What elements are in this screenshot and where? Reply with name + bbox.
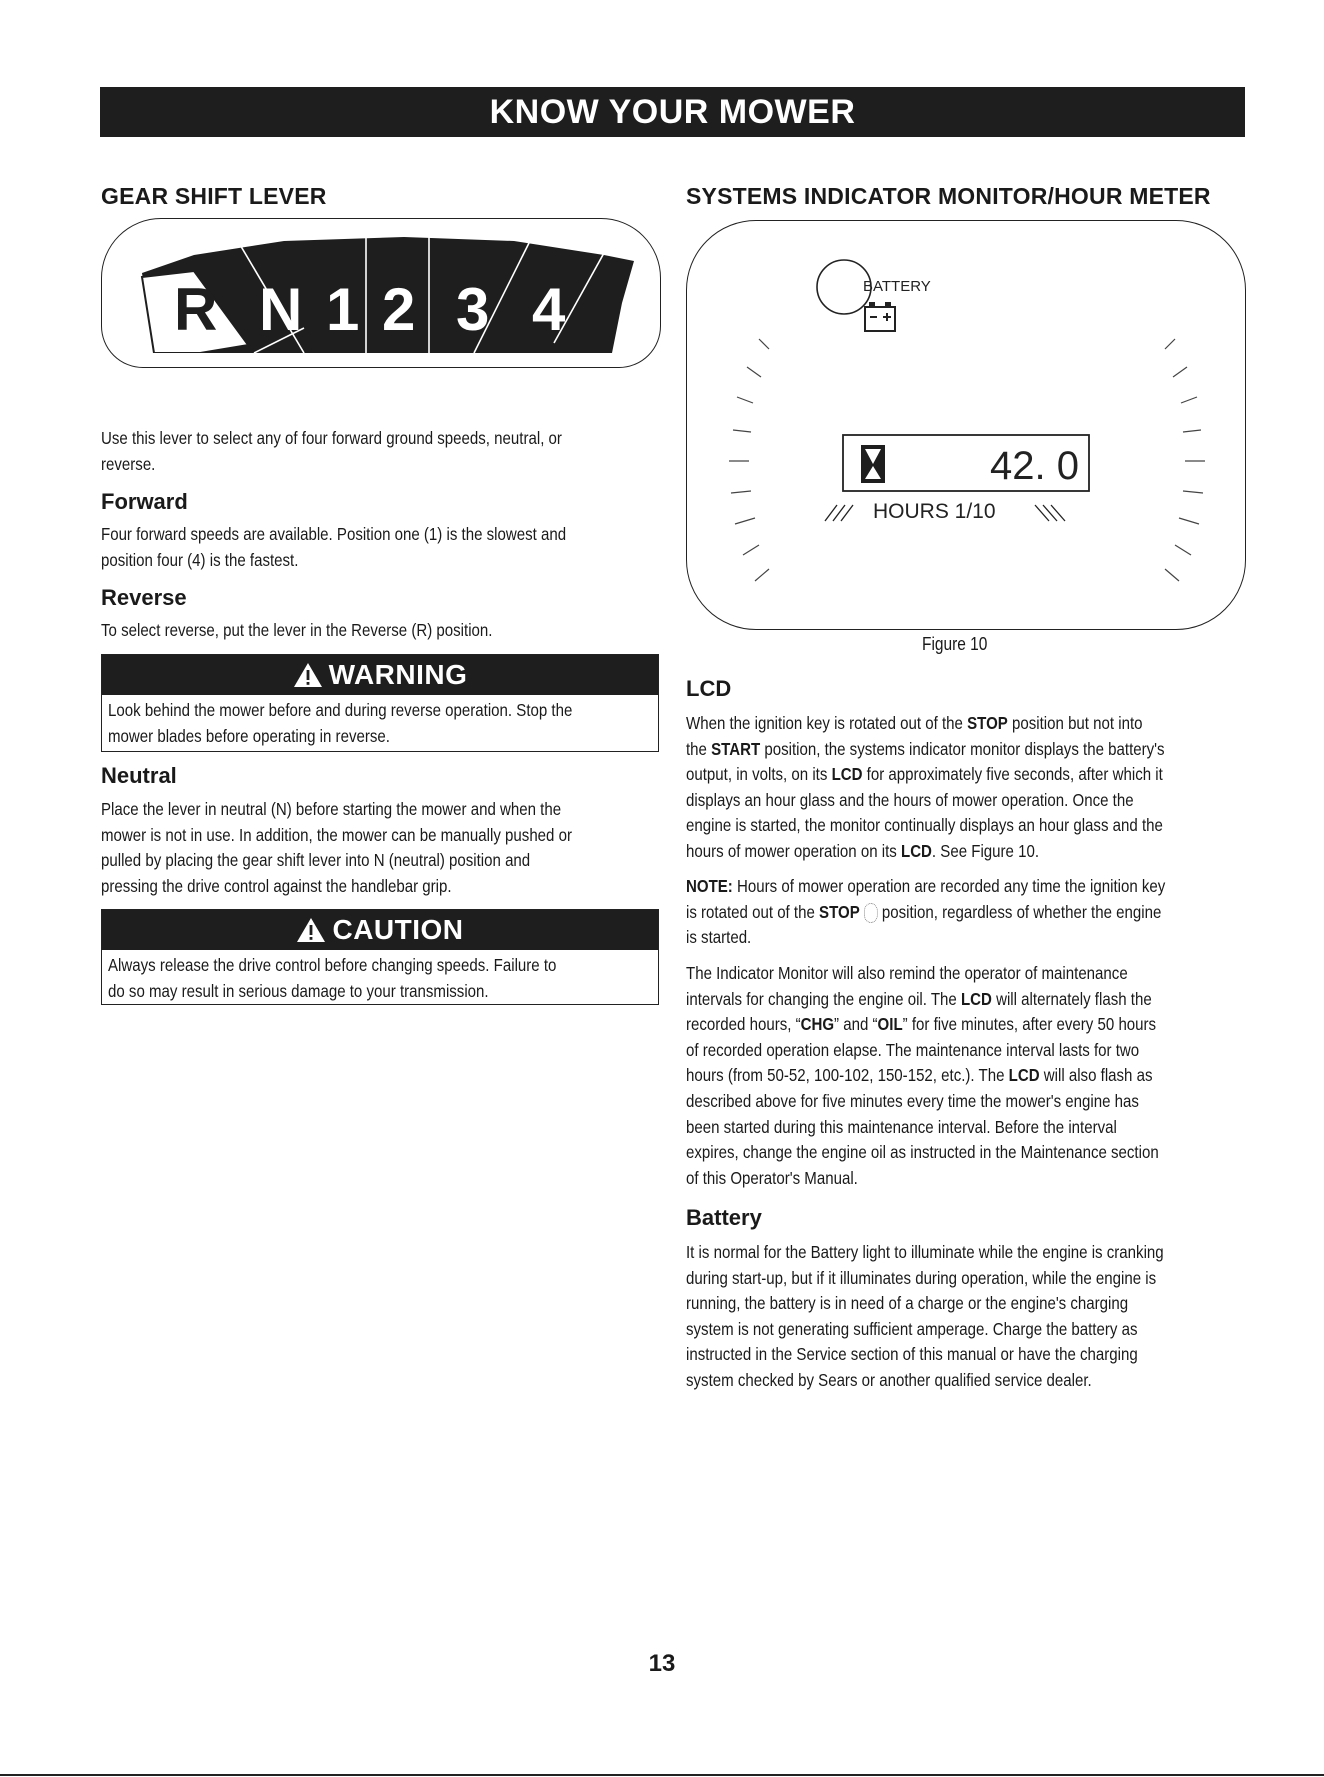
note-paragraph: NOTE: Hours of mower operation are recorded any time the ignition key is rotated out of the STOP position, regardless of whether the engine is started. <box>686 876 1166 948</box>
right-tick-marks <box>1165 339 1205 581</box>
gear-label-n: N <box>259 276 303 343</box>
gear-label-r: R <box>174 276 218 343</box>
caution-header <box>102 910 658 950</box>
page-banner <box>100 87 1245 137</box>
lcd-value: 42. 0 <box>990 444 1079 488</box>
maintenance-paragraph: The Indicator Monitor will also remind the operator of maintenance intervals for changing the engine oil. The LCD will alternately flash the recorded hours, “CHG” and “OIL” for five minutes, after every 50 hours of recorded operation elapse. The maintenance interval lasts for two hours (from 50-52, 100-102, 150-152, etc.). The LCD will also flash as described above for five minutes every time the mower's engine has been started during this maintenance interval. Before the interval expires, change the engine oil as instructed in the Maintenance section of this Operator's Manual. <box>686 963 1159 1188</box>
hourglass-icon <box>861 445 885 483</box>
warning-triangle-icon <box>293 662 323 688</box>
caution-label: CAUTION <box>332 914 464 945</box>
gear-positions-graphic <box>134 233 634 353</box>
battery-text: It is normal for the Battery light to illuminate while the engine is cranking during start-up, but if it illuminates during operation, while the engine is running, the battery is in need of a charge or the engine's charging system is not generating sufficient amperage. Charge the battery as instructed in the Service section of this manual or have the charging system checked by Sears or another qualified service dealer. <box>686 1242 1164 1390</box>
monitor-graphic <box>687 221 1247 631</box>
hours-hatch-left <box>825 505 853 521</box>
gear-label-1: 1 <box>326 276 360 343</box>
neutral-heading: Neutral <box>101 763 177 788</box>
battery-indicator-label: BATTERY <box>863 278 931 295</box>
gear-shift-lever-heading: GEAR SHIFT LEVER <box>101 183 327 209</box>
gear-label-2: 2 <box>382 276 416 343</box>
gear-intro-text: Use this lever to select any of four forward ground speeds, neutral, or reverse. <box>101 428 562 474</box>
reverse-heading: Reverse <box>101 585 187 610</box>
gear-shift-figure <box>101 218 661 368</box>
left-tick-marks <box>729 339 769 581</box>
warning-box <box>101 654 659 752</box>
bottom-rule <box>0 1774 1324 1776</box>
reverse-text: To select reverse, put the lever in the Reverse (R) position. <box>101 620 493 640</box>
key-stop-icon <box>864 903 878 923</box>
battery-heading: Battery <box>686 1205 762 1230</box>
gear-label-3: 3 <box>456 276 490 343</box>
hours-hatch-right <box>1035 505 1065 521</box>
caution-text: Always release the drive control before changing speeds. Failure to do so may result in serious damage to your transmission. <box>108 955 557 1001</box>
lcd-paragraph: When the ignition key is rotated out of the STOP position but not into the START position, the systems indicator monitor displays the battery's output, in volts, on its LCD for approximately five seconds, after which it displays an hour glass and the hours of mower operation. Once the engine is started, the monitor continually displays an hour glass and the hours of mower operation on its LCD. See Figure 10. <box>686 713 1165 861</box>
monitor-figure <box>686 220 1246 630</box>
forward-text: Four forward speeds are available. Position one (1) is the slowest and position four (4) is the fastest. <box>101 524 567 570</box>
forward-heading: Forward <box>101 489 188 514</box>
figure-caption: Figure 10 <box>922 634 988 654</box>
warning-header <box>102 655 658 695</box>
lcd-heading: LCD <box>686 676 732 701</box>
systems-monitor-heading: SYSTEMS INDICATOR MONITOR/HOUR METER <box>686 183 1211 209</box>
banner-title: KNOW YOUR MOWER <box>489 92 856 131</box>
neutral-text: Place the lever in neutral (N) before starting the mower and when the mower is not in use. In addition, the mower can be manually pushed or pulled by placing the gear shift lever into N (neutral) position and pressing the drive control against the handlebar grip. <box>101 799 572 896</box>
caution-box <box>101 909 659 1005</box>
warning-text: Look behind the mower before and during reverse operation. Stop the mower blades before operating in reverse. <box>108 700 573 746</box>
caution-triangle-icon <box>296 917 326 943</box>
gear-label-4: 4 <box>532 276 566 343</box>
page-number: 13 <box>648 1650 676 1677</box>
hours-label: HOURS 1/10 <box>873 500 996 523</box>
warning-label: WARNING <box>328 659 468 690</box>
battery-icon <box>865 302 895 331</box>
